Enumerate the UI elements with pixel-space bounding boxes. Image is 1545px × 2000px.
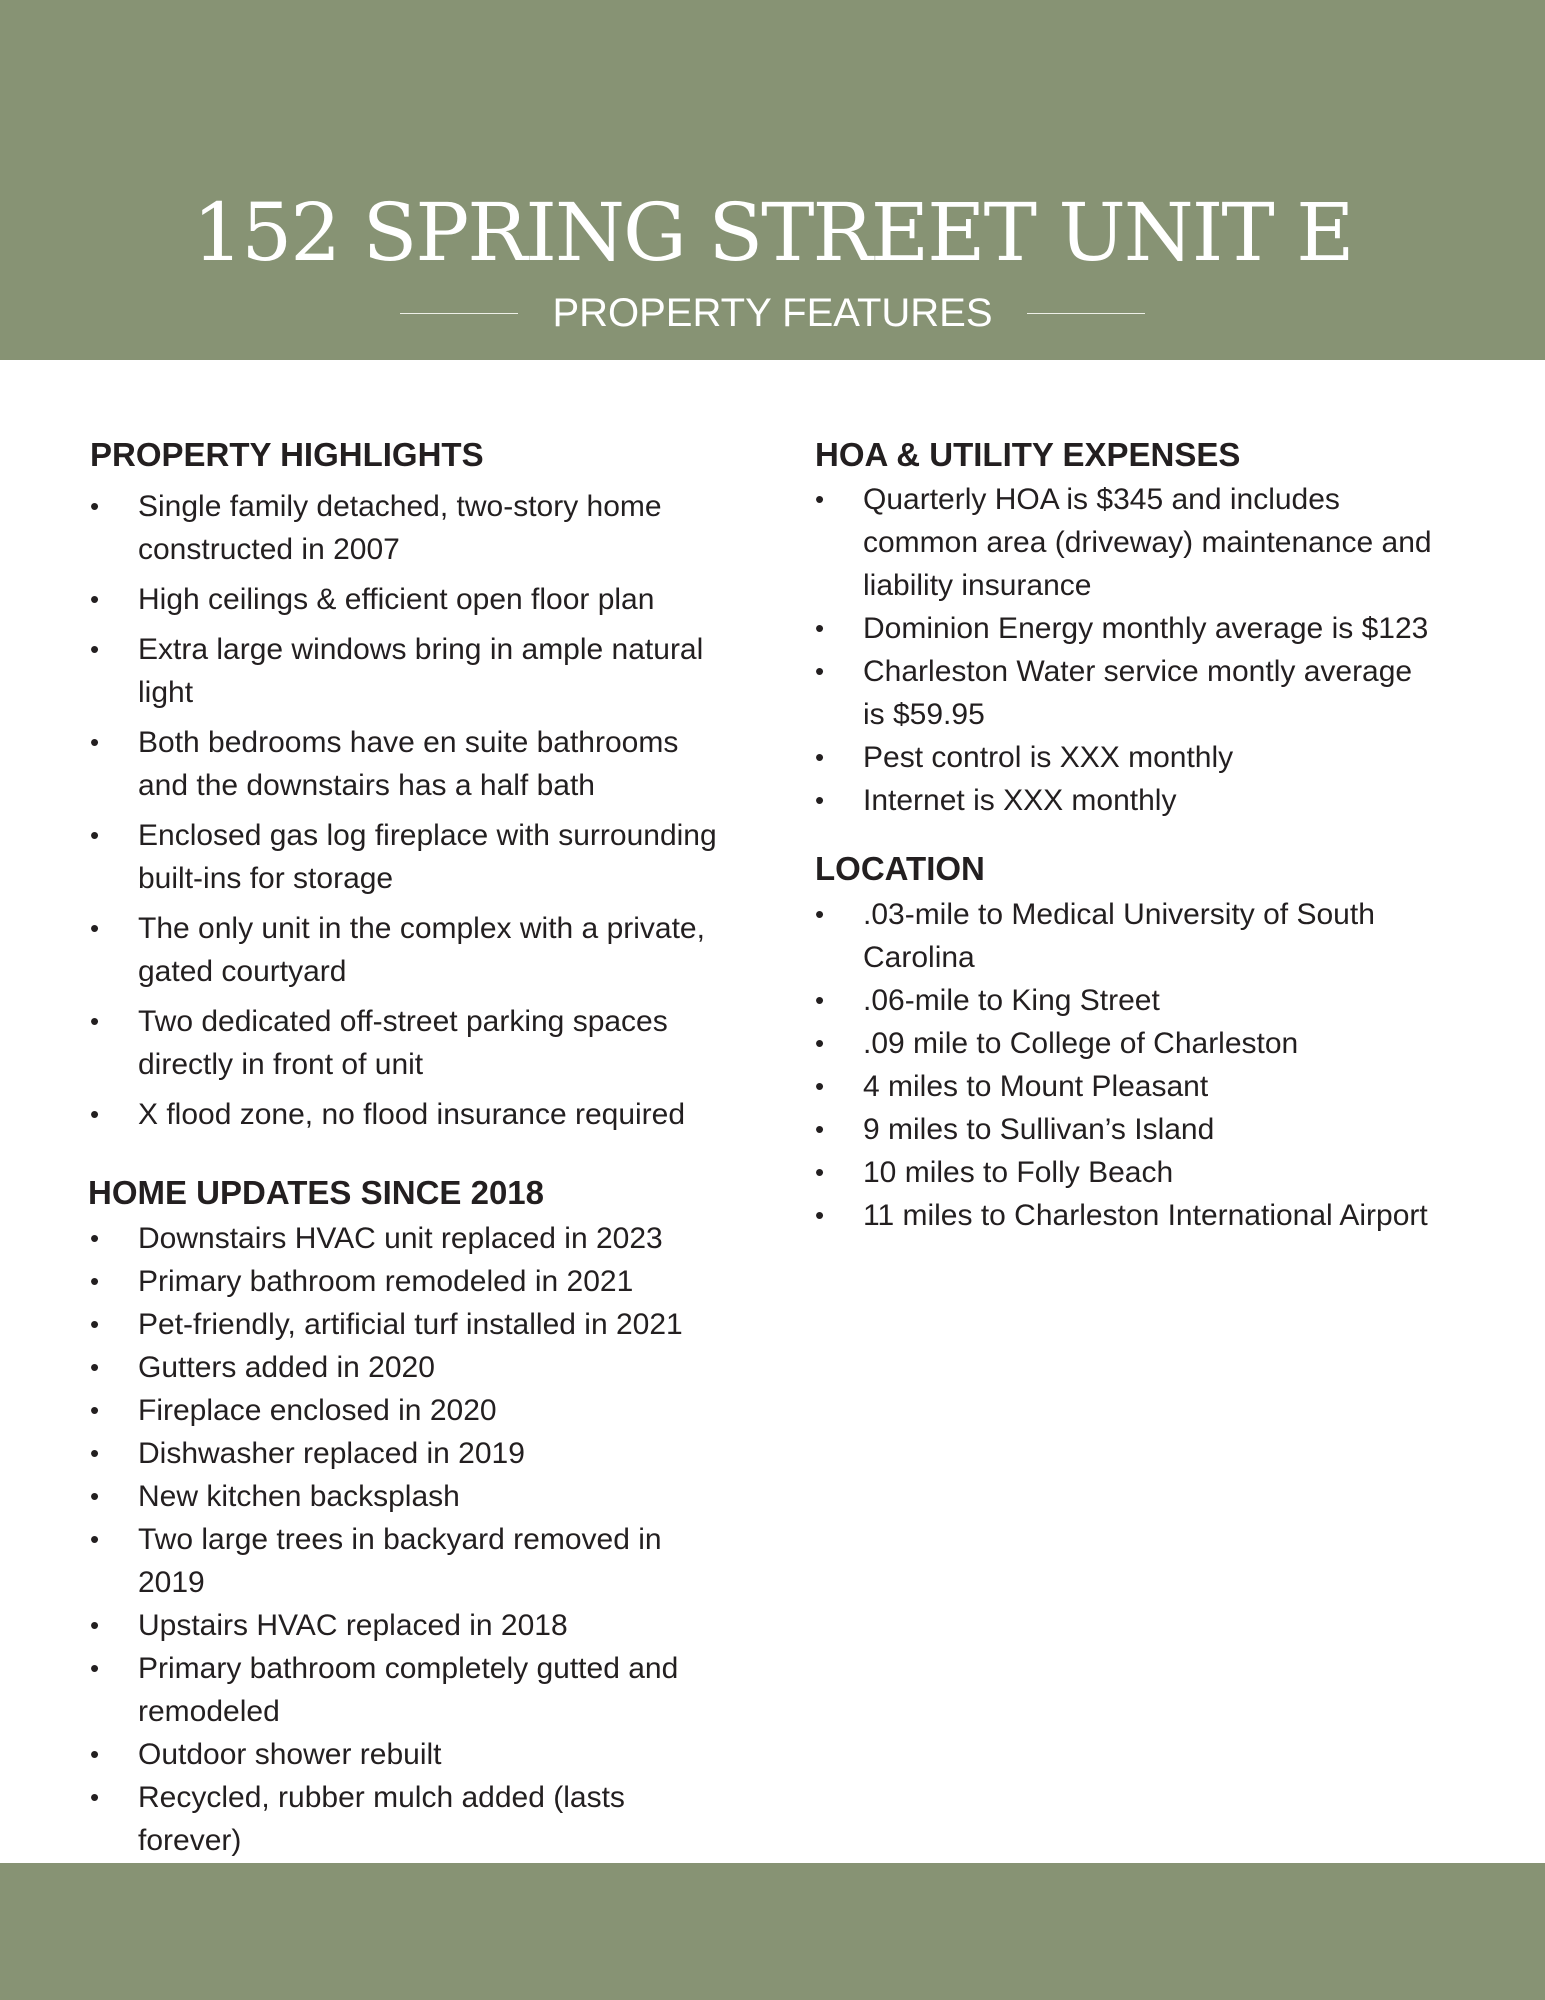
list-item: • Extra large windows bring in ample natural light [90, 628, 730, 714]
location-list [815, 893, 1435, 1237]
list-item: • .06-mile to King Street [815, 979, 1435, 1022]
list-item: • Pest control is XXX monthly [815, 736, 1435, 779]
list-item: • Two large trees in backyard removed in 2019 [90, 1518, 730, 1604]
updates-list [90, 1217, 730, 1862]
list-item: • Two dedicated off-street parking spaces directly in front of unit [90, 1000, 730, 1086]
list-item: • Upstairs HVAC replaced in 2018 [90, 1604, 730, 1647]
list-item: • Pet-friendly, artificial turf installed in 2021 [90, 1303, 730, 1346]
list-item: • Enclosed gas log fireplace with surrounding built-ins for storage [90, 814, 730, 900]
subtitle-row [0, 288, 1545, 338]
highlights-list [90, 485, 730, 1143]
list-item: • Internet is XXX monthly [815, 779, 1435, 822]
list-item: • Downstairs HVAC unit replaced in 2023 [90, 1217, 730, 1260]
list-item: • Recycled, rubber mulch added (lasts forever) [90, 1776, 730, 1862]
list-item: • .09 mile to College of Charleston [815, 1022, 1435, 1065]
page-subtitle: PROPERTY FEATURES [552, 291, 993, 335]
list-item: • 9 miles to Sullivan’s Island [815, 1108, 1435, 1151]
list-item: • Both bedrooms have en suite bathrooms and the downstairs has a half bath [90, 721, 730, 807]
list-item: • Single family detached, two-story home constructed in 2007 [90, 485, 730, 571]
list-item: • .03-mile to Medical University of South Carolina [815, 893, 1435, 979]
list-item: • Charleston Water service montly average is $59.95 [815, 650, 1435, 736]
footer-band [0, 1863, 1545, 2000]
list-item: • Dominion Energy monthly average is $123 [815, 607, 1435, 650]
page-title: 152 SPRING STREET UNIT E [192, 186, 1353, 279]
list-item: • Outdoor shower rebuilt [90, 1733, 730, 1776]
subtitle-left-rule [400, 313, 518, 314]
list-item: • High ceilings & efficient open floor plan [90, 578, 730, 621]
header-band [0, 0, 1545, 360]
list-item: • 4 miles to Mount Pleasant [815, 1065, 1435, 1108]
location-heading: LOCATION [815, 850, 985, 887]
hoa-heading: HOA & UTILITY EXPENSES [815, 436, 1241, 473]
hoa-list [815, 478, 1435, 822]
list-item: • 11 miles to Charleston International Airport [815, 1194, 1435, 1237]
updates-heading: HOME UPDATES SINCE 2018 [88, 1174, 545, 1211]
list-item: • New kitchen backsplash [90, 1475, 730, 1518]
highlights-heading: PROPERTY HIGHLIGHTS [90, 436, 484, 473]
list-item: • 10 miles to Folly Beach [815, 1151, 1435, 1194]
list-item: • Fireplace enclosed in 2020 [90, 1389, 730, 1432]
list-item: • Primary bathroom remodeled in 2021 [90, 1260, 730, 1303]
list-item: • Primary bathroom completely gutted and remodeled [90, 1647, 730, 1733]
list-item: • X flood zone, no flood insurance required [90, 1093, 730, 1136]
list-item: • Dishwasher replaced in 2019 [90, 1432, 730, 1475]
list-item: • The only unit in the complex with a private, gated courtyard [90, 907, 730, 993]
list-item: • Quarterly HOA is $345 and includes common area (driveway) maintenance and liability insurance [815, 478, 1435, 607]
subtitle-right-rule [1027, 313, 1145, 314]
list-item: • Gutters added in 2020 [90, 1346, 730, 1389]
